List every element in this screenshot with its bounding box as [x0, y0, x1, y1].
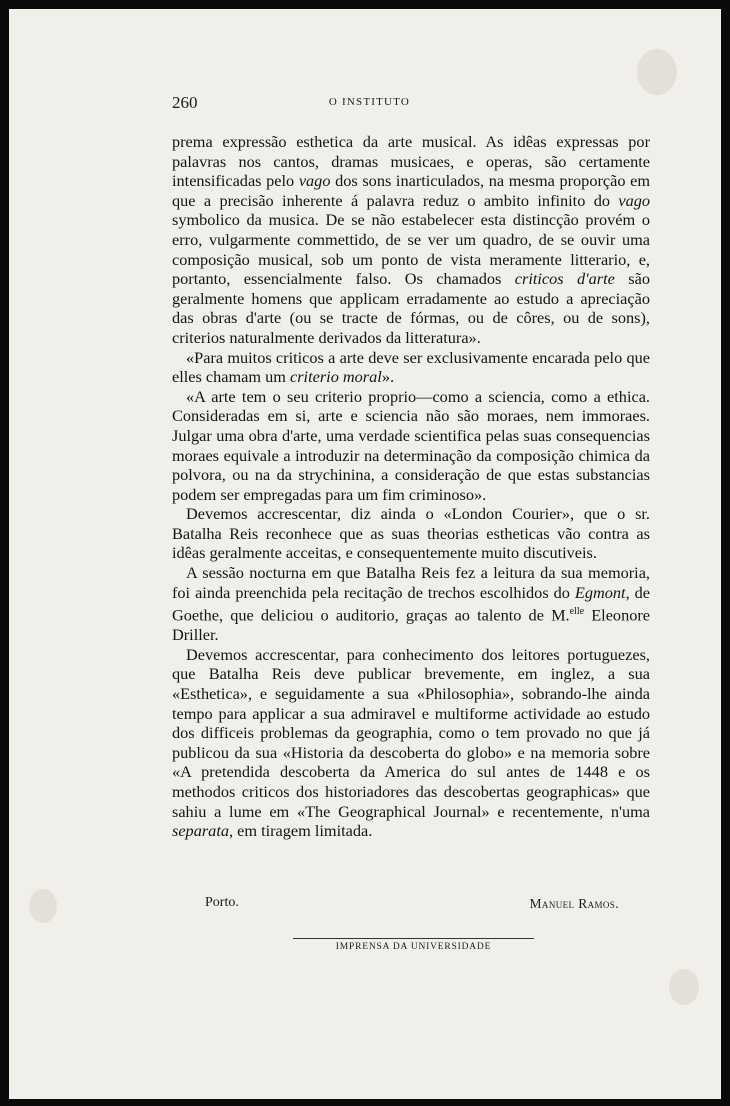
paper-stain: [29, 889, 57, 923]
text-run: Devemos accrescentar, diz ainda o «London Courier», que o sr. Batalha Reis reconhece que as suas theorias estheticas vão contra as idêas geralmente acceitas, e consequentemente muito discutiveis.: [172, 504, 650, 563]
text-run: Devemos accrescentar, para conhecimento dos leitores portuguezes, que Batalha Reis deve publicar brevemente, em inglez, a sua «Esthetica», e seguidamente a sua «Philosophia», sobrando-lhe ainda tempo para applicar a sua admiravel e multiforme actividade ao estudo dos difficeis problemas da geographia, como o tem provado no que já publicou da sua «Historia da descoberta do globo» e na memoria sobre «A pretendida descoberta da America do sul antes de 1448 e os methodos criticos dos historiadores das descobertas geographicas» que sahiu a lume em «The Geographical Journal» e recentemente, n'uma: [172, 644, 650, 821]
signature-line: [205, 895, 619, 915]
text-run: «Para muitos criticos a arte deve ser exclusivamente encarada pelo que elles chamam um: [172, 347, 650, 387]
paper-stain: [637, 49, 677, 95]
text-run: dos sons inarticulados, na mesma proporção em que a precisão inherente á palavra reduz o ambito infinito do: [172, 171, 650, 210]
footer-rule: [293, 938, 534, 939]
paragraph: [172, 132, 650, 348]
italic-run: criticos d'arte: [514, 269, 615, 289]
italic-run: vago: [618, 190, 650, 210]
paragraph: [172, 504, 650, 563]
italic-run: Egmont,: [574, 582, 630, 602]
italic-run: criterio moral: [290, 367, 382, 387]
text-run: prema expressão esthetica da arte musical. As idêas expressas por palavras nos cantos, dramas musicaes, e operas, são certamente intensificadas pelo: [172, 132, 650, 191]
signature-place: Porto.: [205, 895, 239, 910]
paper-stain: [669, 969, 699, 1005]
text-run: são geralmente homens que applicam erradamente ao estudo a apreciação das obras d'arte (ou se tracte de fórmas, ou de côres, ou de sons), criterios naturalmente derivados da litteratura».: [172, 269, 650, 347]
paragraph: [172, 348, 650, 387]
italic-run: vago: [298, 171, 331, 191]
superscript-run: elle: [569, 606, 585, 618]
running-title: O INSTITUTO: [328, 96, 411, 108]
signature-author: Manuel Ramos.: [529, 896, 619, 911]
text-run: «A arte tem o seu criterio proprio—como a sciencia, como a ethica. Consideradas em si, arte e sciencia não são moraes, nem immoraes. Julgar uma obra d'arte, uma verdade scientifica pelas suas consequencias moraes equivale a introduzir na determinação da composição chimica da polvora, ou na da strychinina, a consideração de que estas substancias podem ser empregadas para um fim criminoso».: [172, 386, 650, 504]
printer-imprint: IMPRENSA DA UNIVERSIDADE: [335, 942, 492, 952]
text-run: em tiragem limitada.: [233, 821, 373, 841]
italic-run: separata,: [172, 821, 234, 841]
page-header: [172, 93, 567, 115]
page-number: 260: [172, 93, 198, 112]
text-run: de Goethe, que deliciou o auditorio, graças ao talento de M.: [172, 582, 650, 625]
paragraph: [172, 387, 650, 505]
text-run: ».: [381, 367, 395, 387]
paragraph: [172, 645, 650, 841]
text-run: symbolico da musica. De se não estabelecer esta distincção provém o erro, vulgarmente commettido, de se ver um quadro, de se ouvir uma composição musical, sob um ponto de vista meramente litterario, e, portanto, essencialmente falso. Os chamados: [172, 210, 650, 289]
article-body: [172, 132, 650, 841]
paragraph: [172, 563, 650, 645]
book-page: [9, 9, 721, 1099]
text-run: A sessão nocturna em que Batalha Reis fez a leitura da sua memoria, foi ainda preenchida pela recitação de trechos escolhidos do: [172, 563, 650, 602]
text-run: Eleonore Driller.: [172, 605, 651, 645]
